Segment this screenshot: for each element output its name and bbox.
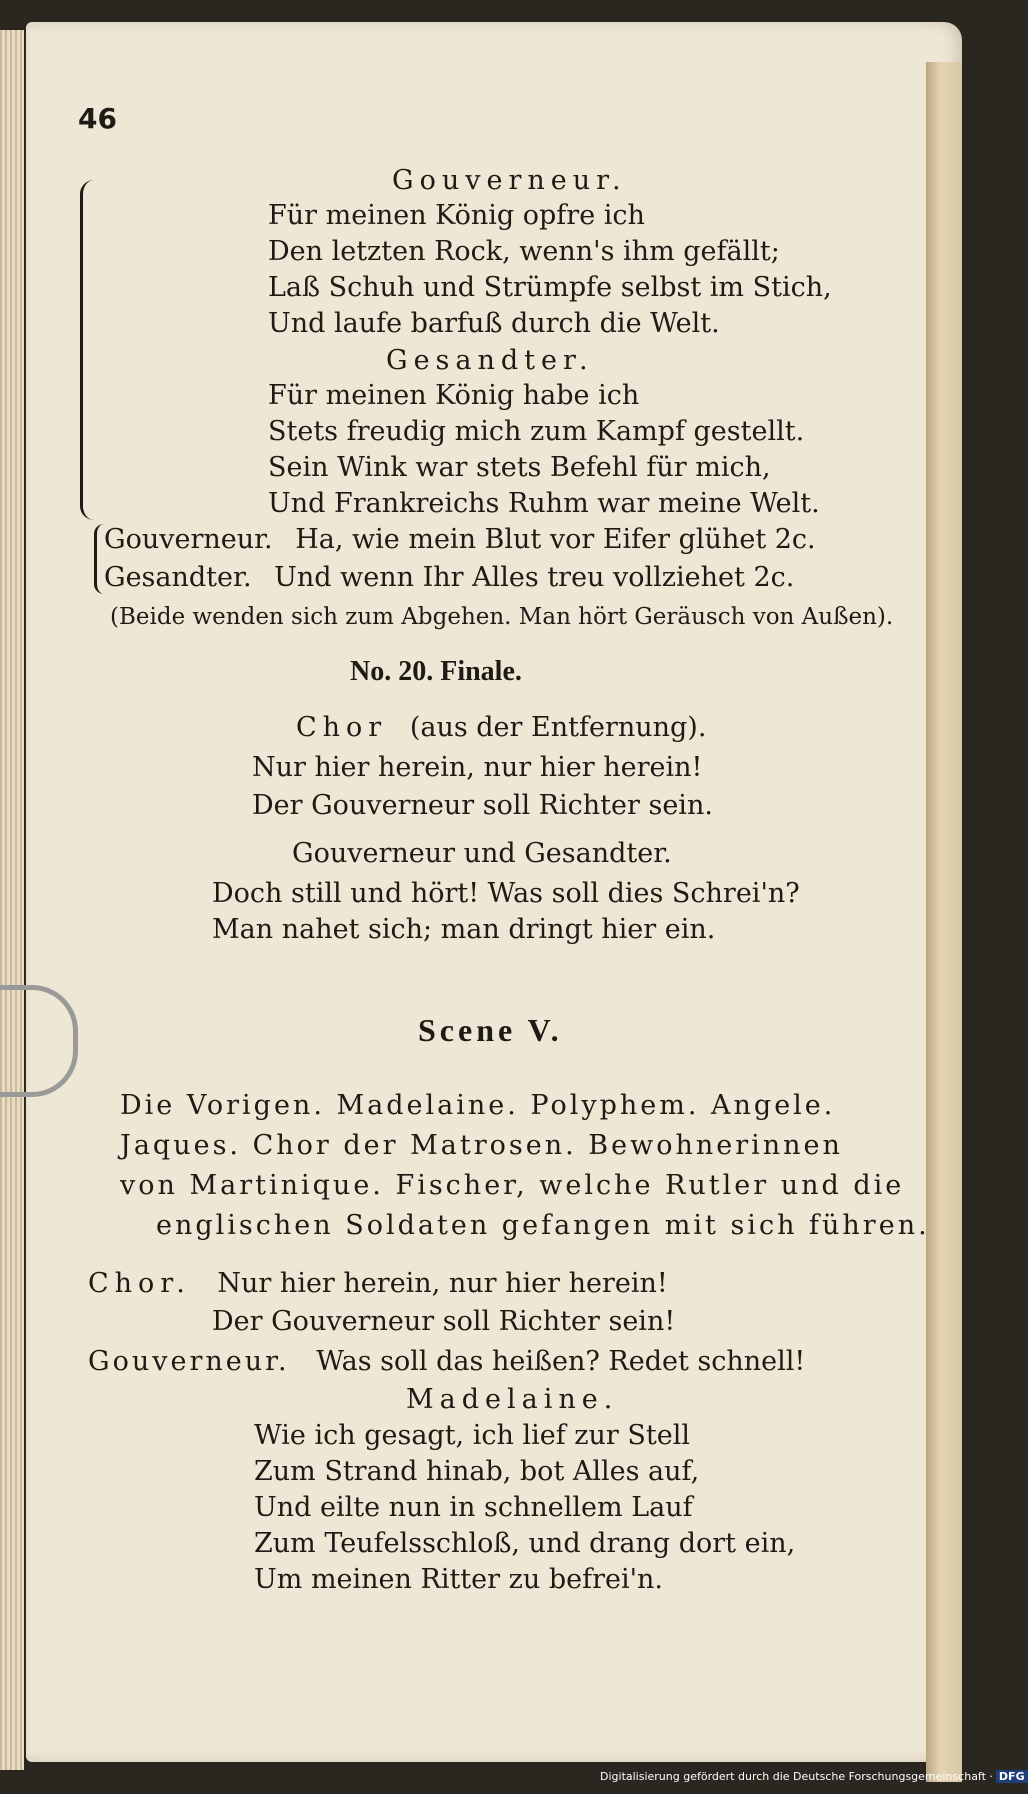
verse-line: Nur hier herein, nur hier herein! (252, 752, 703, 783)
cast-line: Jaques. Chor der Matrosen. Bewohnerinnen (120, 1130, 843, 1161)
page-clip (0, 985, 78, 1097)
verse-line: Zum Teufelsschloß, und drang dort ein, (254, 1528, 796, 1559)
verse-line: Was soll das heißen? Redet schnell! (316, 1346, 806, 1377)
speaker-gouverneur: Gouverneur. (392, 165, 627, 196)
left-brace (80, 180, 99, 520)
section-heading: No. 20. Finale. (350, 656, 522, 687)
verse-line: Um meinen Ritter zu befrei'n. (254, 1564, 663, 1595)
duet-text: Und wenn Ihr Alles treu vollziehet 2c. (274, 562, 795, 593)
verse-line: Den letzten Rock, wenn's ihm gefällt; (268, 236, 780, 267)
speaker-gesandter: Gesandter. (386, 345, 594, 376)
chor-heading (296, 712, 706, 743)
dfg-logo: DFG (996, 1770, 1028, 1783)
credit-text: Digitalisierung gefördert durch die Deutsche Forschungsgemeinschaft · (600, 1770, 993, 1783)
verse-line: Der Gouverneur soll Richter sein! (212, 1306, 676, 1337)
book-page-edges-right (926, 62, 962, 1782)
digitization-credit (600, 1770, 1028, 1783)
verse-line: Und Frankreichs Ruhm war meine Welt. (268, 488, 820, 519)
speaker-madelaine: Madelaine. (406, 1384, 619, 1415)
chor-block (88, 1268, 668, 1299)
scene-heading: Scene V. (418, 1012, 563, 1048)
verse-line: Wie ich gesagt, ich lief zur Stell (254, 1420, 690, 1451)
verse-line: Und eilte nun in schnellem Lauf (254, 1492, 693, 1523)
verse-line: Stets freudig mich zum Kampf gestellt. (268, 416, 805, 447)
duet-line-gouverneur (104, 524, 816, 555)
cast-line: von Martinique. Fischer, welche Rutler und die (120, 1170, 905, 1201)
book-page-edges-left (0, 30, 24, 1770)
stage-direction: (aus der Entfernung). (409, 712, 707, 743)
speaker-chor: Chor (296, 712, 388, 743)
speaker-gouverneur: Gouverneur. (88, 1346, 290, 1377)
page-number: 46 (78, 102, 117, 135)
stage-direction: (Beide wenden sich zum Abgehen. Man hört Geräusch von Außen). (110, 604, 894, 630)
gouverneur-line (88, 1346, 805, 1377)
speaker-gouverneur-und-gesandter: Gouverneur und Gesandter. (292, 838, 672, 869)
verse-line: Sein Wink war stets Befehl für mich, (268, 452, 771, 483)
cast-line: Die Vorigen. Madelaine. Polyphem. Angele. (120, 1090, 836, 1121)
cast-line: englischen Soldaten gefangen mit sich führen. (156, 1210, 930, 1241)
verse-line: Für meinen König habe ich (268, 380, 640, 411)
verse-line: Zum Strand hinab, bot Alles auf, (254, 1456, 700, 1487)
verse-line: Man nahet sich; man dringt hier ein. (212, 914, 716, 945)
verse-line: Nur hier herein, nur hier herein! (217, 1268, 668, 1299)
verse-line: Laß Schuh und Strümpfe selbst im Stich, (268, 272, 832, 303)
duet-speaker: Gesandter. (104, 562, 252, 593)
speaker-chor: Chor. (88, 1268, 191, 1299)
verse-line: Und laufe barfuß durch die Welt. (268, 308, 720, 339)
duet-text: Ha, wie mein Blut vor Eifer glühet 2c. (295, 524, 816, 555)
verse-line: Für meinen König opfre ich (268, 200, 645, 231)
verse-line: Der Gouverneur soll Richter sein. (252, 790, 713, 821)
verse-line: Doch still und hört! Was soll dies Schrei'n? (212, 878, 800, 909)
duet-speaker: Gouverneur. (104, 524, 273, 555)
duet-line-gesandter (104, 562, 794, 593)
